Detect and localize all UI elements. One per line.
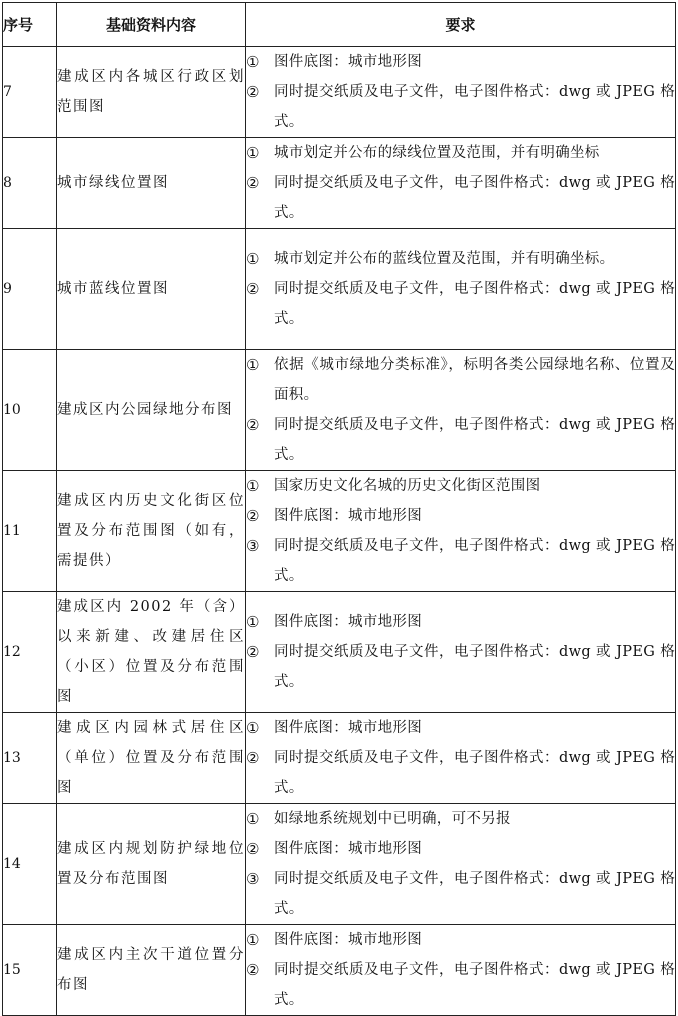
row-content: 建成区内主次干道位置分布图 xyxy=(57,925,246,1016)
row-content: 城市绿线位置图 xyxy=(57,138,246,229)
header-content: 基础资料内容 xyxy=(57,3,246,47)
requirement-number: ① xyxy=(246,613,260,631)
requirement-item xyxy=(246,743,675,803)
requirement-text: 同时提交纸质及电子文件，电子图件格式：dwg 或 JPEG 格式。 xyxy=(274,281,675,327)
row-requirements xyxy=(246,804,676,925)
row-number: 10 xyxy=(3,350,57,471)
row-number: 9 xyxy=(3,229,57,350)
requirement-item xyxy=(246,501,675,531)
requirement-text: 图件底图：城市地形图 xyxy=(274,614,422,630)
requirement-item xyxy=(246,77,675,137)
requirement-number: ② xyxy=(246,174,260,192)
row-number: 12 xyxy=(3,592,57,713)
row-requirements xyxy=(246,47,676,138)
requirement-number: ① xyxy=(246,931,260,949)
requirement-number: ② xyxy=(246,749,260,767)
requirement-number: ① xyxy=(246,719,260,737)
requirement-item xyxy=(246,138,675,168)
requirement-text: 图件底图：城市地形图 xyxy=(274,720,422,736)
requirement-number: ① xyxy=(246,810,260,828)
requirement-text: 依据《城市绿地分类标准》，标明各类公园绿地名称、位置及面积。 xyxy=(274,357,675,403)
requirement-item xyxy=(246,471,675,501)
requirement-number: ② xyxy=(246,416,260,434)
requirement-item xyxy=(246,350,675,410)
row-number: 15 xyxy=(3,925,57,1016)
row-content: 建成区内公园绿地分布图 xyxy=(57,350,246,471)
row-requirements xyxy=(246,138,676,229)
row-requirements xyxy=(246,229,676,350)
row-content: 城市蓝线位置图 xyxy=(57,229,246,350)
table-body xyxy=(3,47,676,1016)
row-content: 建成区内园林式居住区（单位）位置及分布范围图 xyxy=(57,713,246,804)
requirement-item xyxy=(246,274,675,334)
row-requirements xyxy=(246,350,676,471)
requirements-table xyxy=(2,2,676,1016)
requirement-item xyxy=(246,47,675,77)
requirement-item xyxy=(246,244,675,274)
requirement-text: 国家历史文化名城的历史文化街区范围图 xyxy=(274,478,541,494)
requirement-number: ① xyxy=(246,144,260,162)
table-row xyxy=(3,471,676,592)
table-row xyxy=(3,138,676,229)
requirement-item xyxy=(246,607,675,637)
table-row xyxy=(3,804,676,925)
requirement-item xyxy=(246,864,675,924)
row-requirements xyxy=(246,592,676,713)
row-content: 建成区内规划防护绿地位置及分布范围图 xyxy=(57,804,246,925)
table-row xyxy=(3,229,676,350)
requirement-text: 如绿地系统规划中已明确，可不另报 xyxy=(274,811,511,827)
requirement-text: 同时提交纸质及电子文件，电子图件格式：dwg 或 JPEG 格式。 xyxy=(274,84,675,130)
row-content: 建成区内历史文化街区位置及分布范围图（如有，需提供） xyxy=(57,471,246,592)
requirement-text: 同时提交纸质及电子文件，电子图件格式：dwg 或 JPEG 格式。 xyxy=(274,538,675,584)
requirement-text: 同时提交纸质及电子文件，电子图件格式：dwg 或 JPEG 格式。 xyxy=(274,417,675,463)
table-row xyxy=(3,713,676,804)
requirement-number: ① xyxy=(246,250,260,268)
row-content: 建成区内各城区行政区划范围图 xyxy=(57,47,246,138)
requirement-text: 图件底图：城市地形图 xyxy=(274,508,422,524)
requirement-text: 同时提交纸质及电子文件，电子图件格式：dwg 或 JPEG 格式。 xyxy=(274,644,675,690)
requirement-item xyxy=(246,168,675,228)
requirement-item xyxy=(246,804,675,834)
row-number: 8 xyxy=(3,138,57,229)
requirement-item xyxy=(246,925,675,955)
requirement-text: 城市划定并公布的绿线位置及范围，并有明确坐标 xyxy=(274,145,600,161)
row-requirements xyxy=(246,471,676,592)
requirement-text: 同时提交纸质及电子文件，电子图件格式：dwg 或 JPEG 格式。 xyxy=(274,871,675,917)
requirement-number: ② xyxy=(246,840,260,858)
row-requirements xyxy=(246,713,676,804)
requirement-number: ① xyxy=(246,477,260,495)
table-row xyxy=(3,925,676,1016)
requirement-text: 同时提交纸质及电子文件，电子图件格式：dwg 或 JPEG 格式。 xyxy=(274,175,675,221)
requirement-item xyxy=(246,410,675,470)
requirement-item xyxy=(246,955,675,1015)
header-num: 序号 xyxy=(3,3,57,47)
requirement-number: ② xyxy=(246,83,260,101)
requirement-number: ③ xyxy=(246,870,260,888)
requirement-number: ③ xyxy=(246,537,260,555)
requirement-item xyxy=(246,531,675,591)
table-row xyxy=(3,47,676,138)
requirement-text: 图件底图：城市地形图 xyxy=(274,932,422,948)
requirement-number: ① xyxy=(246,356,260,374)
table-header-row xyxy=(3,3,676,47)
requirement-number: ② xyxy=(246,507,260,525)
header-requirements: 要求 xyxy=(246,3,676,47)
requirement-item xyxy=(246,637,675,697)
requirement-text: 图件底图：城市地形图 xyxy=(274,54,422,70)
table-row xyxy=(3,350,676,471)
row-content: 建成区内 2002 年（含）以来新建、改建居住区（小区）位置及分布范围图 xyxy=(57,592,246,713)
requirement-text: 城市划定并公布的蓝线位置及范围，并有明确坐标。 xyxy=(274,251,615,267)
requirement-text: 同时提交纸质及电子文件，电子图件格式：dwg 或 JPEG 格式。 xyxy=(274,750,675,796)
row-number: 14 xyxy=(3,804,57,925)
row-requirements xyxy=(246,925,676,1016)
requirement-number: ② xyxy=(246,643,260,661)
table-row xyxy=(3,592,676,713)
row-number: 7 xyxy=(3,47,57,138)
requirement-item xyxy=(246,834,675,864)
requirement-text: 图件底图：城市地形图 xyxy=(274,841,422,857)
row-number: 13 xyxy=(3,713,57,804)
row-number: 11 xyxy=(3,471,57,592)
requirement-item xyxy=(246,713,675,743)
requirement-number: ① xyxy=(246,53,260,71)
requirement-number: ② xyxy=(246,961,260,979)
requirement-text: 同时提交纸质及电子文件，电子图件格式：dwg 或 JPEG 格式。 xyxy=(274,962,675,1008)
requirement-number: ② xyxy=(246,280,260,298)
